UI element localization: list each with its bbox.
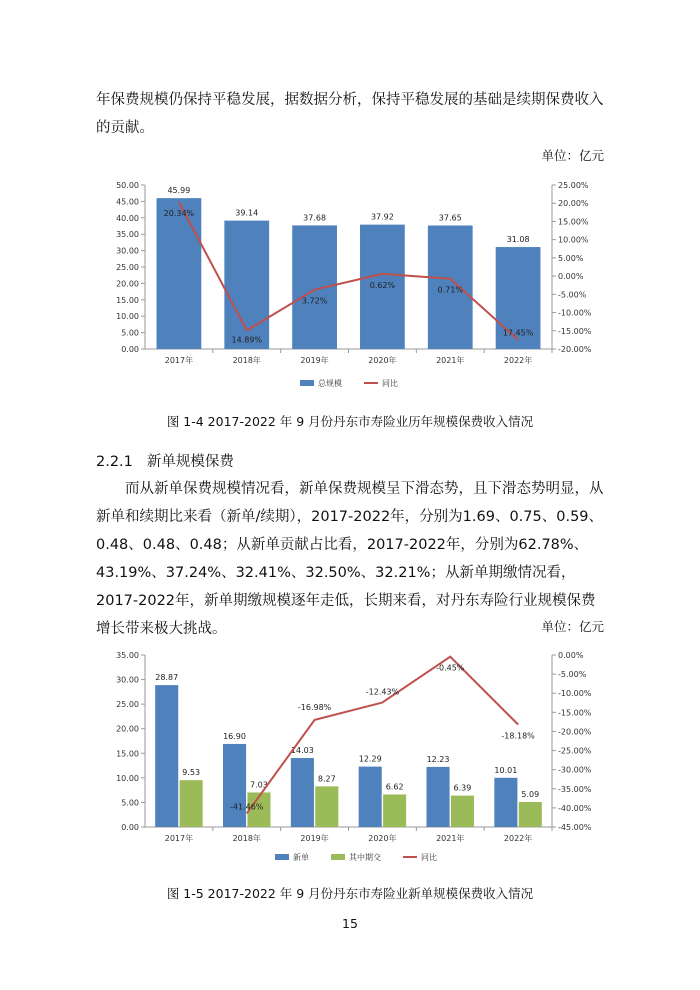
- bar-value-label: 12.29: [358, 754, 382, 764]
- bar-value-label: 39.14: [235, 208, 259, 218]
- right-tick-label: -10.00%: [558, 308, 592, 318]
- x-tick-label: 2021年: [436, 834, 465, 843]
- legend-swatch: [300, 380, 314, 386]
- left-tick-label: 10.00: [116, 312, 139, 322]
- right-tick-label: 0.00%: [558, 272, 584, 282]
- x-tick-label: 2020年: [368, 834, 397, 843]
- bar-value-label: 5.09: [521, 789, 540, 799]
- line-value-label: -0.45%: [436, 663, 465, 673]
- left-tick-label: 10.00: [116, 773, 139, 783]
- bar-value-label: 31.08: [506, 235, 530, 245]
- x-tick-label: 2019年: [300, 356, 329, 365]
- line-value-label: -41.46%: [230, 802, 264, 812]
- figure-caption-1-4: 图 1-4 2017-2022 年 9 月份丹东市寿险业历年规模保费收入情况: [166, 414, 534, 429]
- paragraph-new-business: 而从新单保费规模情况看，新单保费规模呈下滑态势，且下滑态势明显，从新单和续期比来看（新单/续期），2017-2022年，分别为1.69、0.75、0.59、0.48、0.48、0.48；从新单贡献占比看，2017-2022年，分别为62.78%、43.19%、37.24%、32.41%、32.50%、32.21%；从新单期缴情况看，2017-2022年，新单期缴规模逐年走低，长期来看，对丹东寿险行业规模保费增长带来极大挑战。: [96, 481, 604, 637]
- right-tick-label: 15.00%: [558, 217, 589, 227]
- x-tick-label: 2022年: [503, 834, 533, 843]
- left-tick-label: 30.00: [116, 246, 139, 256]
- line-value-label: 17.45%: [502, 328, 534, 338]
- right-tick-label: -35.00%: [558, 784, 592, 794]
- right-tick-label: -20.00%: [558, 727, 592, 737]
- right-tick-label: -15.00%: [558, 708, 592, 718]
- right-tick-label: -45.00%: [558, 823, 592, 832]
- legend-swatch: [275, 854, 289, 860]
- paragraph-intro: 年保费规模仍保持平稳发展，据数据分析，保持平稳发展的基础是续期保费收入的贡献。: [96, 92, 604, 136]
- x-tick-label: 2020年: [368, 356, 397, 365]
- right-tick-label: -5.00%: [558, 290, 587, 300]
- line-value-label: 3.72%: [301, 296, 328, 306]
- legend-label: 新单: [293, 853, 309, 862]
- x-tick-label: 2017年: [164, 834, 194, 843]
- left-tick-label: 25.00: [116, 700, 139, 710]
- left-tick-label: 35.00: [116, 651, 139, 660]
- line-value-label: -18.18%: [501, 731, 535, 741]
- left-tick-label: 40.00: [116, 213, 139, 223]
- left-tick-label: 5.00: [121, 328, 139, 338]
- bar-其中期交: [383, 794, 406, 827]
- bar-value-label: 37.68: [303, 213, 327, 223]
- left-tick-label: 35.00: [116, 230, 139, 240]
- page-number: 15: [342, 916, 358, 931]
- right-tick-label: 0.00%: [558, 651, 584, 660]
- bar-value-label: 37.92: [370, 212, 394, 222]
- section-title: 新单规模保费: [146, 454, 234, 470]
- x-tick-label: 2022年: [503, 356, 533, 365]
- left-tick-label: 15.00: [116, 749, 139, 759]
- legend-label: 同比: [421, 853, 437, 862]
- unit-label-1: 单位：亿元: [541, 148, 604, 163]
- figure-caption-1-5: 图 1-5 2017-2022 年 9 月份丹东市寿险业新单规模保费收入情况: [166, 886, 534, 901]
- left-tick-label: 0.00: [121, 823, 139, 832]
- bar-新单: [427, 767, 450, 827]
- bar-其中期交: [451, 796, 474, 827]
- bar-value-label: 9.53: [182, 768, 201, 778]
- bar-value-label: 10.01: [494, 765, 518, 775]
- bar-新单: [155, 685, 178, 827]
- bar-新单: [223, 744, 246, 827]
- legend-label: 同比: [382, 379, 398, 388]
- line-value-label: 0.62%: [369, 280, 396, 290]
- left-tick-label: 5.00: [121, 798, 139, 808]
- x-tick-label: 2019年: [300, 834, 329, 843]
- right-tick-label: -15.00%: [558, 326, 592, 336]
- bar-value-label: 6.62: [385, 782, 404, 792]
- bar-其中期交: [315, 786, 338, 827]
- bar-其中期交: [180, 780, 203, 827]
- line-value-label: 20.34%: [163, 208, 195, 218]
- bar-value-label: 7.03: [250, 780, 268, 790]
- bar-value-label: 8.27: [317, 774, 336, 784]
- bar-value-label: 14.03: [290, 746, 314, 756]
- left-tick-label: 20.00: [116, 724, 139, 734]
- right-tick-label: 20.00%: [558, 199, 589, 209]
- bar-新单: [291, 758, 314, 827]
- right-tick-label: 10.00%: [558, 235, 589, 245]
- section-number: 2.2.1: [96, 454, 133, 470]
- bar-value-label: 16.90: [223, 731, 246, 741]
- left-tick-label: 25.00: [116, 263, 139, 272]
- x-tick-label: 2018年: [232, 834, 261, 843]
- line-value-label: 14.89%: [231, 335, 263, 345]
- unit-label-2: 单位：亿元: [541, 619, 604, 634]
- left-tick-label: 15.00: [116, 295, 139, 305]
- line-value-label: 0.71%: [437, 285, 463, 295]
- x-tick-label: 2018年: [232, 356, 261, 365]
- bar-总规模: [292, 225, 337, 349]
- left-tick-label: 30.00: [116, 675, 139, 685]
- line-value-label: -16.98%: [297, 702, 332, 712]
- chart-total-premium: [90, 172, 620, 397]
- right-tick-label: -25.00%: [558, 746, 592, 756]
- right-tick-label: 25.00%: [558, 181, 589, 190]
- x-tick-label: 2017年: [164, 356, 194, 365]
- legend-label: 总规模: [318, 379, 342, 388]
- line-series-同比: [247, 657, 518, 814]
- legend-label: 其中期交: [349, 853, 381, 862]
- bar-新单: [494, 778, 517, 827]
- right-tick-label: -30.00%: [558, 765, 592, 775]
- left-tick-label: 20.00: [116, 279, 139, 289]
- right-tick-label: -20.00%: [558, 345, 592, 354]
- bar-总规模: [157, 198, 202, 349]
- x-tick-label: 2021年: [436, 356, 465, 365]
- section-heading: [96, 450, 234, 471]
- left-tick-label: 0.00: [121, 345, 139, 354]
- bar-新单: [359, 767, 382, 827]
- bar-value-label: 12.23: [426, 754, 450, 764]
- bar-value-label: 6.39: [453, 783, 472, 793]
- bar-value-label: 37.65: [438, 213, 462, 223]
- right-tick-label: -10.00%: [558, 689, 592, 699]
- chart-new-business-premium: [90, 645, 620, 870]
- right-tick-label: -5.00%: [558, 670, 587, 680]
- bar-value-label: 28.87: [155, 673, 179, 683]
- bar-value-label: 45.99: [167, 186, 191, 196]
- right-tick-label: 5.00%: [558, 253, 584, 263]
- left-tick-label: 45.00: [116, 197, 139, 207]
- left-tick-label: 50.00: [116, 181, 139, 190]
- legend-swatch: [331, 854, 345, 860]
- right-tick-label: -40.00%: [558, 803, 592, 813]
- bar-其中期交: [519, 802, 542, 827]
- line-value-label: -12.43%: [365, 687, 400, 697]
